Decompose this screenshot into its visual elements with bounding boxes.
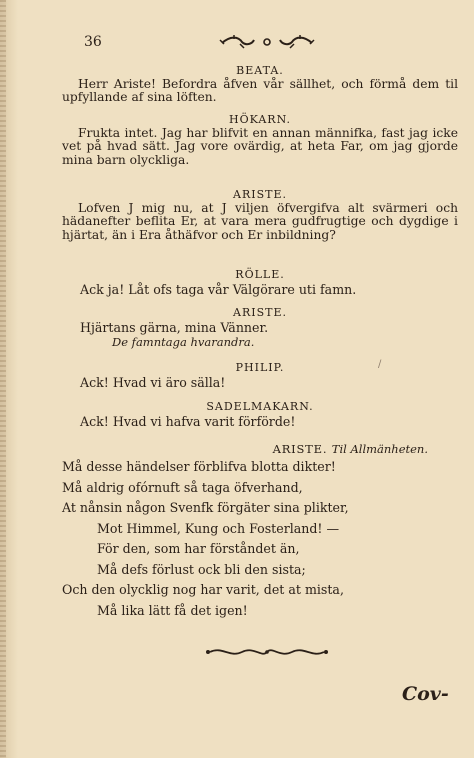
speech-text: Lofven J mig nu, at J viljen öfvergifva alt svärmeri och hädanefter beflita Er, at vara mera gudfrugtige och dygdige i hjärtat, än i Era åthäfvor och Er inbildning? <box>62 201 458 242</box>
speaker-name: ARISTE. <box>272 442 328 456</box>
poem-line: Må defs förlust ock bli den sista; <box>97 561 306 577</box>
speech-text: Herr Ariste! Befordra åfven vår sällhet, och förmå dem til upfyllande af sina löften. <box>62 77 458 105</box>
speech-text: Ack! Hvad vi äro sälla! <box>80 375 226 390</box>
speaker-name: SADELMAKARN. <box>206 400 314 413</box>
speaker-direction: Til Allmänheten. <box>331 442 428 456</box>
speaker-name: RÖLLE. <box>235 268 285 281</box>
speech-rolle <box>62 268 458 297</box>
speaker-name: ARISTE. <box>233 188 287 201</box>
speech-ariste <box>62 188 458 242</box>
speech-hokarn <box>62 113 458 167</box>
speech-text: Ack ja! Låt ofs taga vår Välgörare uti famn. <box>80 282 357 297</box>
poem-line: Och den olycklig nog har varit, det at mista, <box>62 582 344 597</box>
book-spine <box>0 0 18 758</box>
poem-line: At nånsin någon Svenfk förgäter sina plikter, <box>62 500 349 515</box>
poem-line: Må desse händelser förblifva blotta dikter! <box>62 459 336 474</box>
poem-line: För den, som har förståndet än, <box>97 541 300 556</box>
footer-ornament <box>202 644 332 658</box>
poem-line: Må aldrig ofórnuft så taga öfverhand, <box>62 479 303 495</box>
page-number: 36 <box>84 34 102 50</box>
speaker-name: ARISTE. <box>233 306 287 319</box>
speech-text: Hjärtans gärna, mina Vänner. <box>80 320 269 335</box>
speech-philip <box>62 361 458 390</box>
speaker-heading <box>62 442 458 457</box>
pencil-mark: / <box>378 359 382 370</box>
speech-sadelmakarn <box>62 400 458 429</box>
speech-text: Ack! Hvad vi hafva varit förförde! <box>80 414 296 429</box>
poem-line: Mot Himmel, Kung och Fosterland! — <box>97 520 340 536</box>
catchword: Cov- <box>402 683 449 705</box>
speech-ariste-final <box>62 442 458 621</box>
stage-direction: De famntaga hvarandra. <box>112 335 255 349</box>
speaker-name: PHILIP. <box>235 361 285 374</box>
speech-ariste-2 <box>62 306 458 350</box>
header-ornament <box>212 34 322 50</box>
speaker-name: BEATA. <box>236 64 284 77</box>
speech-beata <box>62 64 458 105</box>
book-page <box>62 28 458 748</box>
speaker-name: HÖKARN. <box>228 113 292 126</box>
poem-line: Må lika lätt få det igen! <box>97 602 248 618</box>
speech-text: Frukta intet. Jag har blifvit en annan männifka, fast jag icke vet på hvad sätt. Jag vore ovärdig, at heta Far, om jag gjorde mina barn olyckliga. <box>62 126 458 167</box>
